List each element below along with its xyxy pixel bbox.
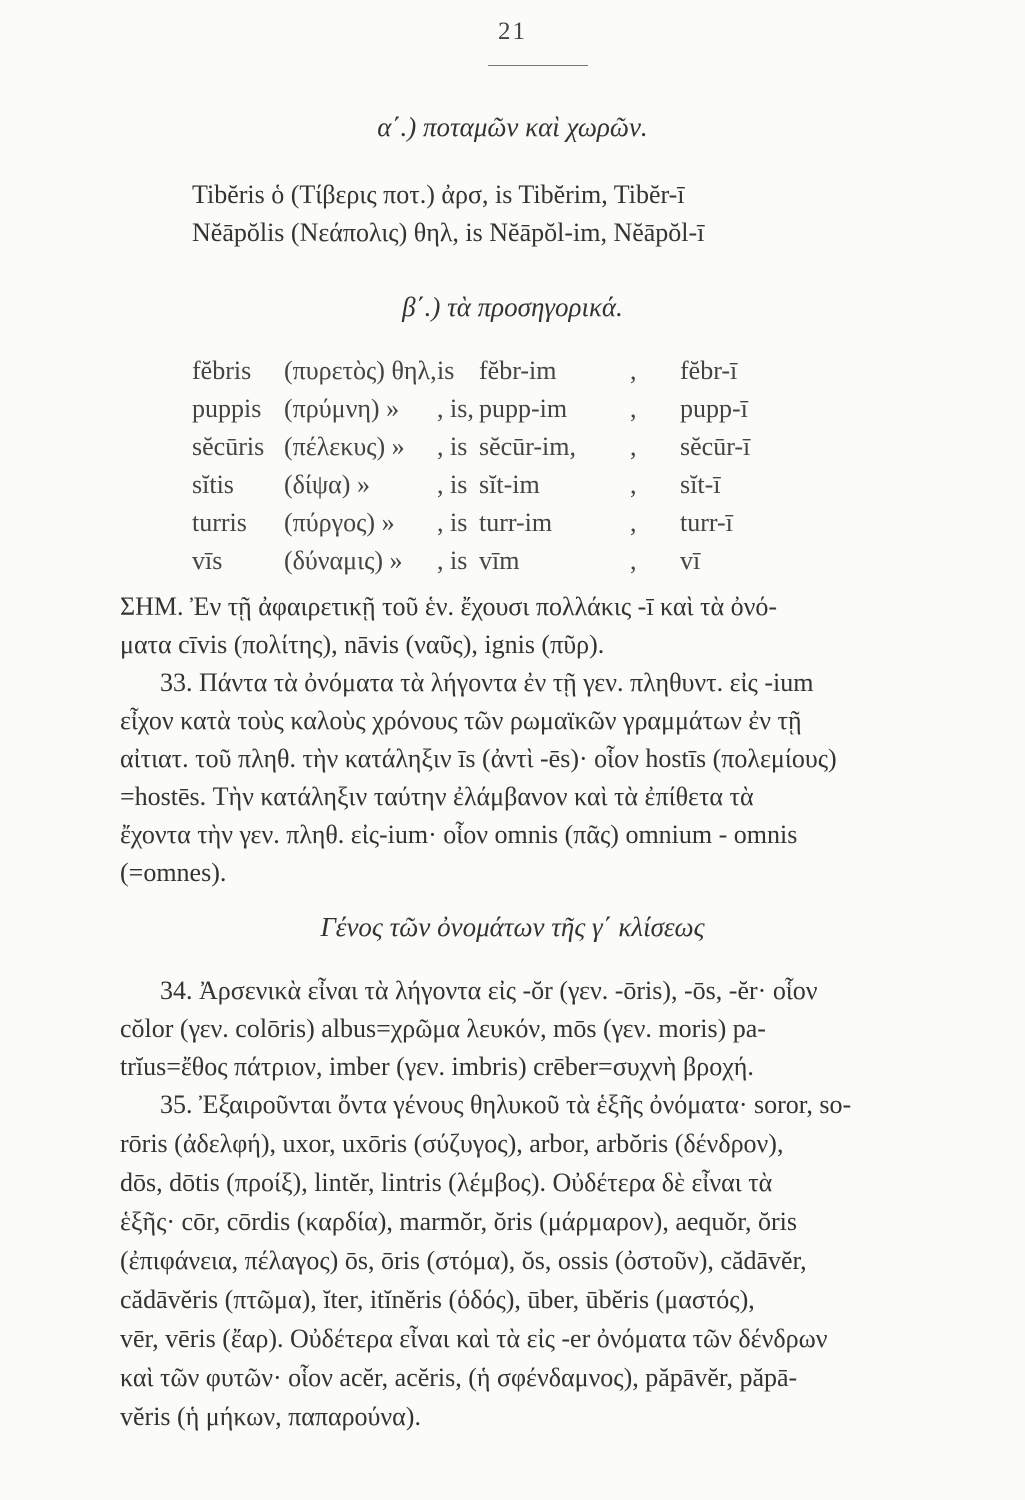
paragraph-line: ἔχοντα τὴν γεν. πληθ. εἰς-ium· οἷον omnis (πᾶς) omnium - omnis: [120, 820, 798, 849]
gloss: (πύργος) »: [284, 508, 395, 537]
ablative: sĕcūr-ī: [680, 432, 751, 461]
gloss: (πυρετὸς) θηλ,: [284, 356, 437, 385]
section-c-heading: Γένος τῶν ὀνομάτων τῆς γ΄ κλίσεως: [320, 912, 705, 942]
gloss: (πέλεκυς) »: [284, 432, 405, 461]
ending: , is: [437, 432, 468, 461]
accusative: fĕbr-im: [479, 356, 557, 385]
paragraph-line: 35. Ἐξαιροῦνται ὄντα γένους θηλυκοῦ τὰ ἑξῆς ὀνόματα· soror, so-: [160, 1090, 852, 1119]
paragraph-line: 33. Πάντα τὰ ὀνόματα τὰ λήγοντα ἐν τῇ γεν. πληθυντ. εἰς -ium: [160, 668, 814, 697]
section-b-heading: β΄.) τὰ προσηγορικά.: [402, 292, 623, 322]
declension-row: [192, 508, 992, 540]
paragraph-line: (=omnes).: [120, 858, 227, 887]
gloss: (δύναμις) »: [284, 546, 403, 575]
gloss: (δίψα) »: [284, 470, 370, 499]
separator: ,: [630, 394, 637, 423]
paragraph-line: καὶ τῶν φυτῶν· οἷον acĕr, acĕris, (ἡ σφένδαμνος), păpāvĕr, păpā-: [120, 1363, 798, 1392]
ending: is: [437, 356, 455, 385]
ablative: fĕbr-ī: [680, 356, 738, 385]
nominative: puppis: [192, 394, 262, 423]
paragraph-line: vēr, vēris (ἔαρ). Οὐδέτερα εἶναι καὶ τὰ εἰς -er ὀνόματα τῶν δένδρων: [120, 1324, 828, 1353]
ending: , is: [437, 546, 468, 575]
paragraph-line: (ἐπιφάνεια, πέλαγος) ōs, ōris (στόμα), ŏs, ossis (ὀστοῦν), cădāvĕr,: [120, 1246, 807, 1275]
paragraph-line: αἰτιατ. τοῦ πληθ. τὴν κατάληξιν īs (ἀντὶ -ēs)· οἷον hostīs (πολεμίους): [120, 744, 837, 773]
accusative: sĕcūr-im,: [479, 432, 576, 461]
nominative: fĕbris: [192, 356, 252, 385]
page-number: 21: [498, 18, 527, 45]
separator: ,: [630, 356, 637, 385]
ablative: sĭt-ī: [680, 470, 721, 499]
accusative: pupp-im: [479, 394, 568, 423]
separator: ,: [630, 470, 637, 499]
paragraph-line: ἑξῆς· cōr, cōrdis (καρδία), marmŏr, ŏris (μάρμαρον), aequŏr, ŏris: [120, 1207, 798, 1236]
separator: ,: [630, 546, 637, 575]
ending: , is: [437, 508, 468, 537]
declension-row: [192, 356, 992, 388]
note-line: ΣΗΜ. Ἐν τῇ ἀφαιρετικῇ τοῦ ἑν. ἔχουσι πολλάκις -ī καὶ τὰ ὀνό-: [120, 592, 778, 621]
nominative: vīs: [192, 546, 223, 575]
paragraph-line: dōs, dōtis (προίξ), lintĕr, lintris (λέμβος). Οὐδέτερα δὲ εἶναι τὰ: [120, 1168, 773, 1197]
paragraph-line: =hostēs. Τὴν κατάληξιν ταύτην ἐλάμβανον καὶ τὰ ἐπίθετα τὰ: [120, 782, 754, 811]
section-a-line: Nĕāpŏlis (Νεάπολις) θηλ, is Nĕāpŏl-im, Nĕāpŏl-ī: [192, 218, 705, 247]
separator: ,: [630, 432, 637, 461]
declension-row: [192, 394, 992, 426]
paragraph-line: cădāvĕris (πτῶμα), ĭter, itĭnĕris (ὁδός), ūber, ūbĕris (μαστός),: [120, 1285, 755, 1314]
note-line: ματα cīvis (πολίτης), nāvis (ναῦς), ignis (πῦρ).: [120, 630, 605, 659]
accusative: turr-im: [479, 508, 553, 537]
header-rule: [488, 65, 588, 66]
ending: , is: [437, 470, 468, 499]
paragraph-line: 34. Ἀρσενικὰ εἶναι τὰ λήγοντα εἰς -ŏr (γεν. -ōris), -ōs, -ĕr· οἷον: [160, 976, 818, 1005]
accusative: vīm: [479, 546, 520, 575]
gloss: (πρύμνη) »: [284, 394, 400, 423]
paragraph-line: rōris (ἀδελφή), uxor, uxōris (σύζυγος), arbor, arbŏris (δένδρον),: [120, 1129, 784, 1158]
section-a-heading: α΄.) ποταμῶν καὶ χωρῶν.: [377, 112, 648, 142]
declension-row: [192, 432, 992, 464]
nominative: turris: [192, 508, 247, 537]
paragraph-line: trĭus=ἔθος πάτριον, imber (γεν. imbris) crēber=συχνὴ βροχή.: [120, 1052, 754, 1081]
ablative: vī: [680, 546, 701, 575]
declension-row: [192, 546, 992, 578]
separator: ,: [630, 508, 637, 537]
accusative: sĭt-im: [479, 470, 540, 499]
declension-row: [192, 470, 992, 502]
section-a-line: Tibĕris ὁ (Τίβερις ποτ.) ἀρσ, is Tibĕrim, Tibĕr-ī: [192, 180, 685, 209]
nominative: sĭtis: [192, 470, 234, 499]
nominative: sĕcūris: [192, 432, 265, 461]
paragraph-line: cŏlor (γεν. colōris) albus=χρῶμα λευκόν, mōs (γεν. moris) pa-: [120, 1014, 766, 1043]
ablative: pupp-ī: [680, 394, 748, 423]
paragraph-line: εἶχον κατὰ τοὺς καλοὺς χρόνους τῶν ρωμαϊκῶν γραμμάτων ἐν τῇ: [120, 706, 802, 735]
ablative: turr-ī: [680, 508, 733, 537]
paragraph-line: vĕris (ἡ μήκων, παπαρούνα).: [120, 1402, 421, 1431]
ending: , is,: [437, 394, 474, 423]
